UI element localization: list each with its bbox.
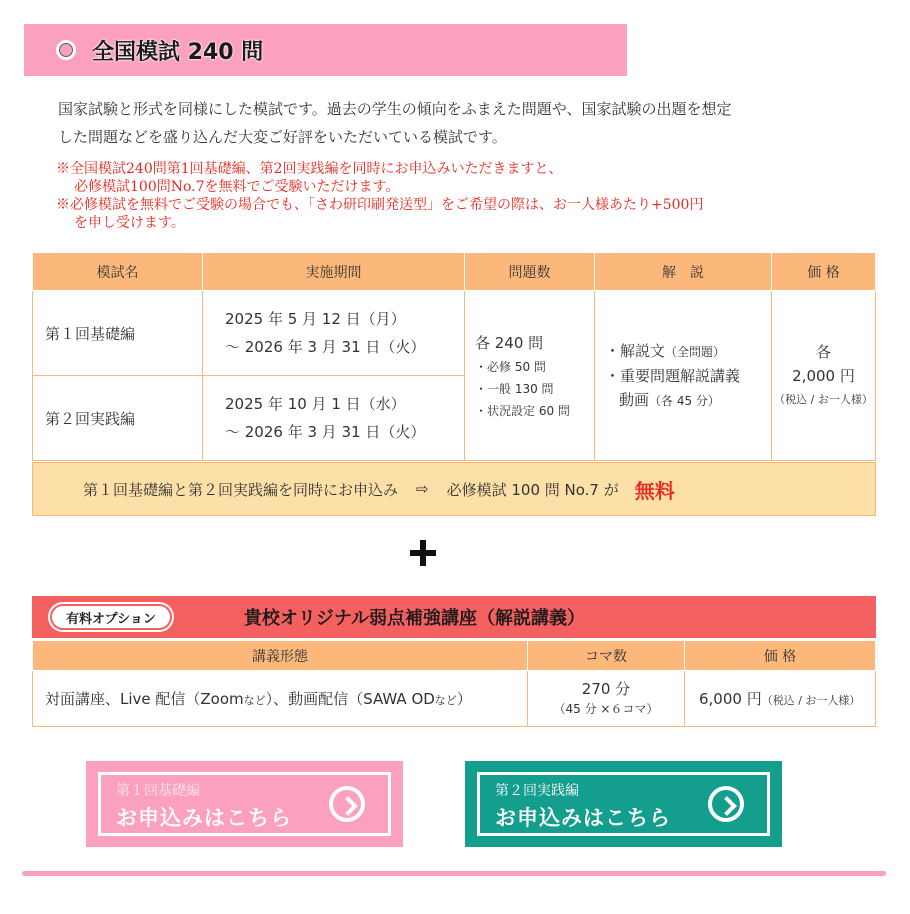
apply-practice-sub: 第２回実践編 (495, 783, 579, 799)
note-1a: ※全国模試240問第1回基礎編、第2回実践編を同時にお申込みいただきますと、 (56, 161, 563, 177)
koma-main: 270 分 (581, 679, 631, 698)
explanation-item-2b (605, 388, 771, 413)
option-header-row (33, 641, 876, 671)
promo-banner (32, 462, 876, 516)
video-text: 動画 (619, 390, 650, 409)
form-text-b: ）、動画配信（SAWA OD (265, 690, 435, 708)
promo-text: 第１回基礎編と第２回実践編を同時にお申込み (83, 480, 399, 499)
apply-practice-label: お申込みはこちら (495, 806, 671, 830)
explanation-cell (595, 291, 772, 461)
count-general: ・一般 130 問 (475, 381, 554, 396)
option-table (32, 640, 876, 727)
page-title: 全国模試 240 問 (92, 39, 264, 65)
form-text-c: ） (456, 690, 472, 708)
note-2a: ※必修模試を無料でご受験の場合でも、「さわ研印刷発送型」をご希望の際は、お一人様あたり+500円 (56, 197, 704, 213)
header-period: 実施期間 (203, 253, 465, 291)
explanation-item-2: ・重要問題解説講義 (605, 366, 741, 385)
question-count (465, 291, 595, 461)
notes (56, 160, 876, 232)
option-price (685, 671, 876, 727)
header-explanation: 解 説 (595, 253, 772, 291)
header-lecture-form: 講義形態 (33, 641, 528, 671)
price-cell (772, 291, 876, 461)
explanation-note: （全問題） (665, 344, 726, 359)
explanation-item-1 (605, 339, 771, 364)
period-end-1: ～ 2026 年 3 月 31 日（火） (225, 338, 426, 356)
koma-sub: （45 分 ×６コマ） (553, 701, 659, 716)
promo-target: 必修模試 100 問 No.7 が (446, 480, 619, 499)
option-title: 貴校オリジナル弱点補強講座（解説講義） (243, 608, 585, 629)
exam-table (32, 252, 876, 461)
free-label: 無料 (634, 478, 675, 503)
period-start-2: 2025 年 10 月 1 日（水） (225, 395, 406, 413)
exam-period-2 (203, 376, 465, 461)
intro-text (58, 95, 858, 151)
apply-basic-button[interactable] (86, 761, 403, 847)
price-note: （税込 / お一人様） (774, 392, 873, 406)
intro-line-1: 国家試験と形式を同様にした模試です。過去の学生の傾向をふまえた問題や、国家試験の出題を想定 (58, 100, 732, 118)
header-option-price: 価 格 (685, 641, 876, 671)
table-header-row (33, 253, 876, 291)
option-badge: 有料オプション (50, 604, 172, 630)
note-1b: 必修模試100問No.7を無料でご受験いただけます。 (74, 179, 400, 195)
apply-practice-button[interactable] (465, 761, 782, 847)
chevron-right-circle-icon (708, 786, 744, 822)
plus-icon (410, 540, 436, 566)
count-required: ・必修 50 問 (475, 359, 546, 374)
header-count: 問題数 (465, 253, 595, 291)
price-each: 各 (815, 342, 831, 361)
form-small-b: など (434, 694, 457, 707)
price-amount: 2,000 円 (792, 366, 855, 385)
exam-name-2: 第２回実践編 (33, 376, 203, 461)
option-price-amount: 6,000 円 (699, 690, 762, 708)
intro-line-2: した問題などを盛り込んだ大変ご好評をいただいている模試です。 (58, 128, 507, 146)
header-koma: コマ数 (528, 641, 685, 671)
table-row (33, 291, 876, 376)
period-end-2: ～ 2026 年 3 月 31 日（火） (225, 423, 426, 441)
chevron-right-circle-icon (329, 786, 365, 822)
option-price-note: （税込 / お一人様） (761, 694, 861, 707)
note-2b: を申し受けます。 (74, 215, 185, 231)
exam-period-1 (203, 291, 465, 376)
table-row (33, 671, 876, 727)
count-main: 各 240 問 (475, 333, 544, 352)
header-price: 価 格 (772, 253, 876, 291)
circle-icon (56, 40, 76, 60)
apply-basic-label: お申込みはこちら (116, 806, 292, 830)
option-header-bar (32, 596, 876, 638)
explanation-text: ・解説文 (605, 341, 666, 360)
count-situation: ・状況設定 60 問 (475, 403, 570, 418)
arrow-right-icon: ⇨ (416, 480, 429, 498)
form-text-a: 対面講座、Live 配信（Zoom (45, 690, 244, 708)
video-note: （各 45 分） (649, 393, 720, 408)
header-exam-name: 模試名 (33, 253, 203, 291)
form-small-a: など (243, 694, 266, 707)
divider (22, 871, 886, 876)
section-title-bar (24, 24, 627, 76)
lecture-form (33, 671, 528, 727)
koma-count (528, 671, 685, 727)
apply-basic-sub: 第１回基礎編 (116, 783, 200, 799)
period-start-1: 2025 年 5 月 12 日（月） (225, 310, 406, 328)
exam-name-1: 第１回基礎編 (33, 291, 203, 376)
